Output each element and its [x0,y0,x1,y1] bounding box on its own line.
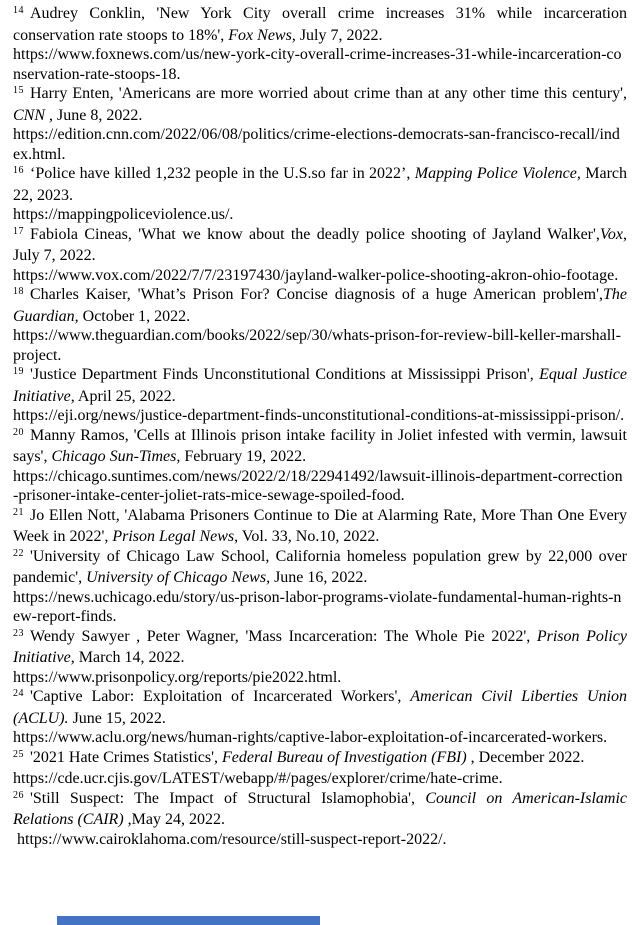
footnote-citation [13,627,627,668]
citation-text: June 15, 2022. [68,709,166,727]
footnote-citation [13,285,627,326]
citation-text: , July 7, 2022. [291,26,383,44]
citation-text: June 16, 2022. [270,569,368,586]
citation-text: , December 2022. [466,748,585,766]
footnote-url: https://eji.org/news/justice-department-finds-unconstitutional-conditions-at-mississippi-prison/. [13,407,625,424]
footnote-url: https://chicago.suntimes.com/news/2022/2/18/22941492/lawsuit-illinois-department-correction-prisoner-intake-center-joliet-rats-mice-sewage-spoiled-food. [13,467,623,504]
publication-name: Mapping Police Violence, [414,165,581,182]
publication-name: Chicago Sun-Times, [51,448,181,465]
footnote-number: 15 [13,85,24,96]
partial-blue-bar [57,916,320,925]
footnote-citation [13,789,627,830]
citation-text: Charles Kaiser, 'What’s Prison For? Concise diagnosis of a huge American problem', [30,286,603,303]
footnote-15 [13,84,627,164]
publication-name: CNN [13,106,46,124]
citation-text: March 22, 2023. [13,165,628,204]
footnote-number: 18 [13,286,24,297]
footnote-citation [13,426,627,467]
citation-text: ‘Police have killed 1,232 people in the U.S.so far in 2022’, [30,165,415,182]
publication-name: Federal Bureau of Investigation (FBI) [221,748,467,766]
footnote-citation [13,365,627,406]
citation-text: 'Still Suspect: The Impact of Structural Islamophobia', [30,789,426,807]
footnote-14 [13,4,627,84]
footnote-number: 24 [13,688,24,699]
publication-name: Prison Legal News [112,528,235,545]
citation-text: '2021 Hate Crimes Statistics', [30,748,222,766]
citation-text: Fabiola Cineas, 'What we know about the deadly police shooting of Jayland Walker', [30,225,600,243]
footnote-number: 16 [13,165,24,176]
footnote-number: 14 [13,5,24,16]
footnote-23 [13,627,627,688]
footnote-citation [13,4,627,45]
footnote-url: https://www.theguardian.com/books/2022/sep/30/whats-prison-for-review-bill-keller-marshall-project. [13,327,621,364]
footnote-url: https://www.cairoklahoma.com/resource/still-suspect-report-2022/. [13,830,447,848]
footnote-17 [13,225,627,286]
footnote-number: 25 [13,748,24,760]
footnote-21 [13,506,627,547]
citation-text: March 14, 2022. [74,649,185,666]
citation-text: Harry Enten, 'Americans are more worried about crime than at any other time this century', [30,85,627,102]
citation-text: 'Justice Department Finds Unconstitutional Conditions at Mississippi Prison', [30,366,540,383]
footnote-url: https://www.aclu.org/news/human-rights/captive-labor-exploitation-of-incarcerated-workers. [13,729,608,746]
publication-name: Prison Policy Initiative, [13,627,628,666]
footnote-url: https://cde.ucr.cjis.gov/LATEST/webapp/#/pages/explorer/crime/hate-crime. [13,770,503,787]
footnote-24 [13,687,627,748]
footnote-19 [13,365,627,426]
publication-name: Equal Justice Initiative, [13,366,628,405]
citation-text: October 1, 2022. [78,307,191,325]
footnote-url: https://www.vox.com/2022/7/7/23197430/jayland-walker-police-shooting-akron-ohio-footage. [13,266,619,284]
publication-name: Fox News [228,26,292,44]
footnote-number: 26 [13,789,24,801]
citation-text: Manny Ramos, 'Cells at Illinois prison intake facility in Joliet infested with vermin, lawsuit says', [13,426,627,465]
publication-name: American Civil Liberties Union (ACLU). [13,688,627,727]
publication-name: Vox [599,225,623,243]
footnote-16 [13,164,627,225]
footnote-25 [13,748,627,789]
citation-text: Jo Ellen Nott, 'Alabama Prisoners Continue to Die at Alarming Rate, More Than One Every Week in 2022', [13,506,627,545]
footnote-citation [13,164,627,205]
footnote-20 [13,426,627,506]
footnote-citation [13,506,627,547]
footnote-number: 22 [13,547,24,559]
footnote-number: 21 [13,506,24,518]
citation-text: 'Captive Labor: Exploitation of Incarcerated Workers', [30,688,411,705]
citation-text: , June 8, 2022. [45,106,143,124]
footnote-number: 17 [13,225,24,237]
publication-name: The Guardian, [13,286,627,325]
footnote-number: 19 [13,366,24,377]
citation-text: , Vol. 33, No.10, 2022. [234,528,380,545]
publication-name: University of Chicago News, [86,569,271,586]
footnote-citation [13,84,627,125]
footnote-citation [13,547,627,588]
citation-text: February 19, 2022. [180,448,307,465]
footnote-citation [13,225,627,266]
footnote-url: https://www.foxnews.com/us/new-york-city-overall-crime-increases-31-while-incarceration-conservation-rate-stoops-18. [13,46,622,83]
publication-name: Council on American-Islamic Relations (CAIR) [13,789,628,828]
footnote-url: https://edition.cnn.com/2022/06/08/politics/crime-elections-democrats-san-francisco-recall/index.html. [13,126,620,163]
footnote-url: https://www.prisonpolicy.org/reports/pie2022.html. [13,668,342,686]
footnote-number: 20 [13,426,24,438]
footnote-number: 23 [13,627,24,639]
citation-text: ,May 24, 2022. [123,811,225,828]
footnote-url: https://news.uchicago.edu/story/us-prison-labor-programs-violate-fundamental-human-rights-new-report-finds. [13,588,622,625]
citation-text: April 25, 2022. [74,387,176,405]
footnote-18 [13,285,627,365]
footnote-citation [13,687,627,728]
footnote-22 [13,547,627,627]
footnote-26 [13,789,627,850]
citation-text: , July 7, 2022. [13,225,627,264]
citation-text: Audrey Conklin, 'New York City overall crime increases 31% while incarceration conservation rate stoops to 18%', [13,5,627,44]
citation-text: 'University of Chicago Law School, California homeless population grew by 22,000 over pandemic', [13,547,627,586]
citation-text: Wendy Sawyer , Peter Wagner, 'Mass Incarceration: The Whole Pie 2022', [30,627,537,645]
footnote-url: https://mappingpoliceviolence.us/. [13,206,234,223]
footnote-citation [13,748,627,770]
